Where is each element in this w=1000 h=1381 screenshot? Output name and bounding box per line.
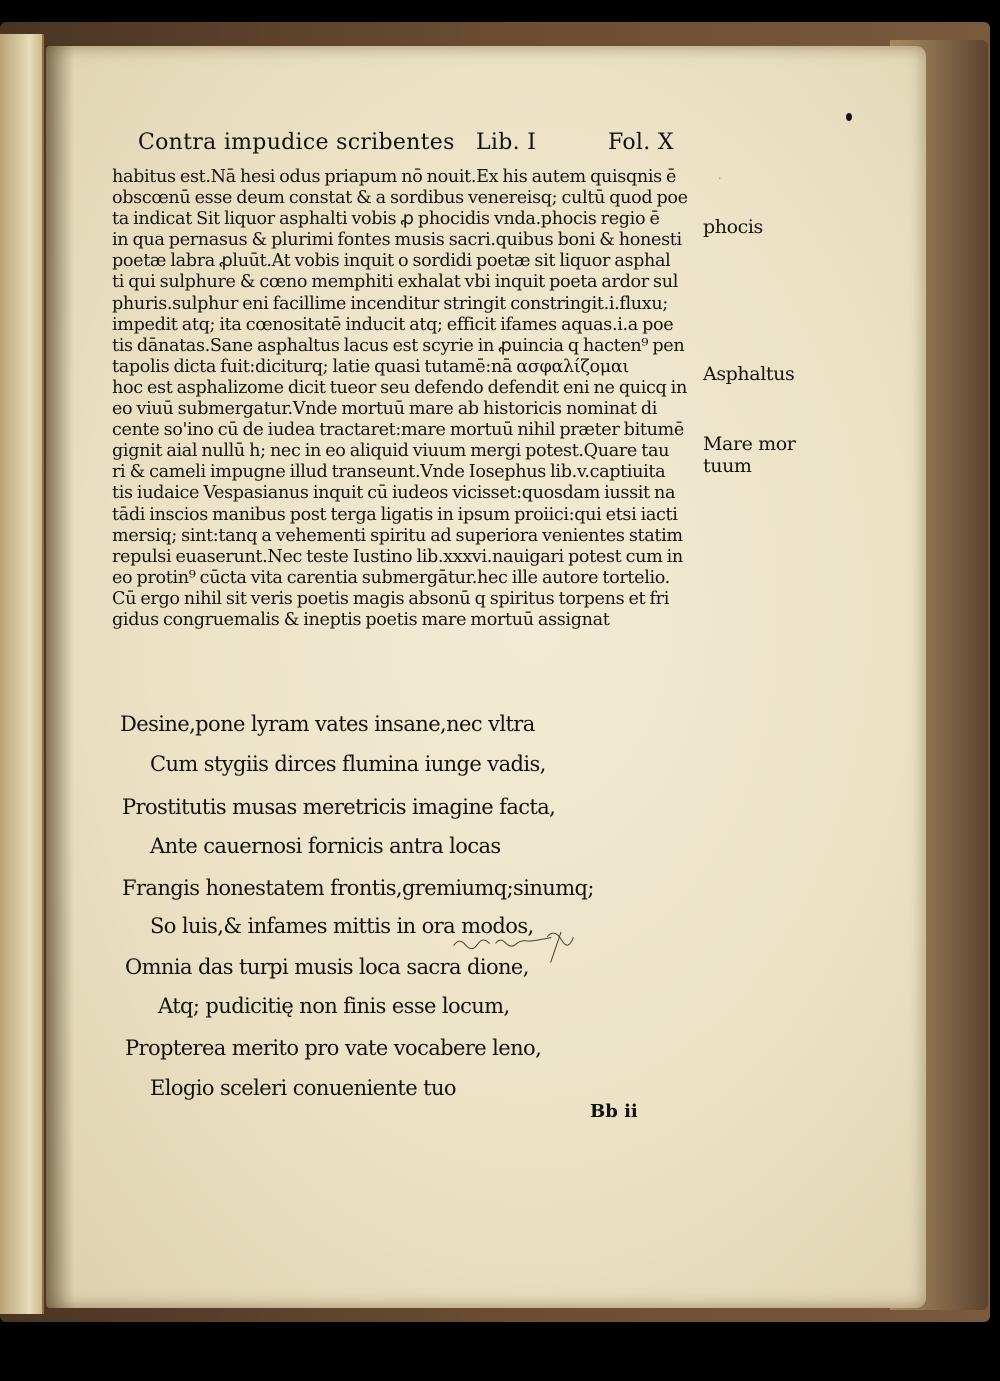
gutter-shadow [46,46,74,1308]
verse-line: Elogio sceleri conueniente tuo [150,1076,456,1100]
header-book: Lib. I [476,130,537,155]
ink-mark [846,113,852,121]
verse-line: Frangis honestatem frontis,gremiumq;sinumq; [122,876,594,900]
text-line: obscœnū esse deum constat & a sordibus venereisq; cultū quod poe [112,188,688,209]
left-page-edge [0,34,44,1314]
text-line: ti qui sulphure & cœno memphiti exhalat vbi inquit poeta ardor sul [112,272,678,293]
text-line: tādi inscios manibus post terga ligatis in ipsum proiici:qui etsi iacti [112,504,678,525]
marginal-note-mare-1: Mare mor [703,433,796,455]
text-line: gignit aial nullū h; nec in eo aliquid viuum mergi potest.Quare tau [112,441,670,462]
faint-mark: · [718,172,722,185]
text-line: repulsi euaserunt.Nec teste Iustino lib.xxxvi.nauigari potest cum in [112,546,683,567]
text-line: poetæ labra ꝓluūt.At vobis inquit o sordidi poetæ sit liquor asphal [112,251,671,272]
text-line: gidus congruemalis & ineptis poetis mare mortuū assignat [112,609,610,630]
text-line: habitus est.Nā hesi odus priapum nō nouit.Ex his autem quisqnis ē [112,167,677,187]
handwritten-annotation [451,926,593,976]
text-line: ta indicat Sit liquor asphalti vobis ꝓ phocidis vnda.phocis regio ē [112,209,660,230]
text-line: impedit atq; ita cœnositatē inducit atq; efficit ifames aquas.i.a poe [112,314,674,335]
signature-mark: Bb ii [590,1101,638,1122]
header-folio: Fol. X [608,130,674,155]
text-line: phuris.sulphur eni facillime incenditur stringit constringit.i.fluxu; [112,293,668,314]
verse-line: Desine,pone lyram vates insane,nec vltra [120,712,535,736]
running-header [138,130,1000,166]
text-line: tis iudaice Vespasianus inquit cū iudeos vicisset:quosdam iussit na [112,483,676,504]
text-line: Cū ergo nihil sit veris poetis magis absonū q spiritus torpens et fri [112,588,670,609]
marginal-note-mare-2: tuum [703,455,752,477]
text-line: mersiq; sint:tanq a vehementi spiritu ad superiora venientes statim [112,525,683,546]
verse-line: So luis,& infames mittis in ora modos, [150,914,534,938]
text-line: hoc est asphalizome dicit tueor seu defendo defendit eni ne quicq in [112,377,687,398]
text-line: ri & cameli impugne illud transeunt.Vnde Iosephus lib.v.captiuita [112,462,666,483]
commentary-text [112,167,700,631]
text-line: tis dānatas.Sane asphaltus lacus est scyrie in ꝓuincia q hacten⁹ pen [112,335,685,356]
marginal-note-asphaltus: Asphaltus [703,363,795,385]
verse-line: Omnia das turpi musis loca sacra dione, [125,955,529,979]
text-line: eo protin⁹ cūcta vita carentia submergātur.hec ille autore tortelio. [112,567,670,588]
header-title: Contra impudice scribentes [138,130,455,155]
verse-line: Ante cauernosi fornicis antra locas [150,834,501,858]
handwriting-scribble [451,926,593,973]
verse-line: Propterea merito pro vate vocabere leno, [125,1036,542,1060]
verse-line: Prostitutis musas meretricis imagine facta, [122,795,556,819]
text-line: cente so'ino cū de iudea tractaret:mare mortuū nihil præter bitumē [112,420,684,441]
verse-line: Cum stygiis dirces flumina iunge vadis, [150,752,546,776]
marginal-note-phocis: phocis [703,216,763,238]
text-line: tapolis dicta fuit:diciturq; latie quasi tutamē:nā ασφαλίζομαι [112,356,629,377]
verse-line: Atq; pudicitię non finis esse locum, [158,994,510,1018]
text-line: eo viuū submergatur.Vnde mortuū mare ab historicis nominat di [112,399,658,420]
text-line: in qua pernasus & plurimi fontes musis sacri.quibus boni & honesti [112,230,682,251]
